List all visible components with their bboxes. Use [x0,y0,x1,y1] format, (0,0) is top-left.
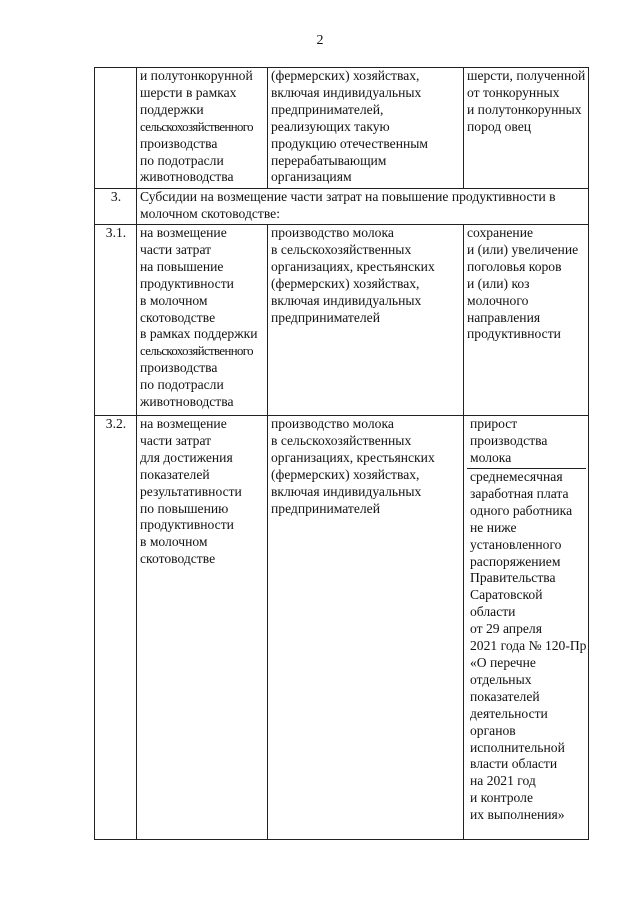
text-line: деятельности [470,705,548,721]
subsidy-table [94,67,589,840]
text-line: на возмещение [140,225,227,240]
cell-section-title: Субсидии на возмещение части затрат на повышение продуктивности в молочном скотоводстве: [137,189,589,225]
text-line: по подотрасли [140,377,224,393]
text-line: Правительства [470,570,556,586]
text-line: организациям [271,169,352,185]
text-line: предпринимателей [271,309,380,325]
text-line: молока [470,449,512,465]
text-line: их выполнения» [470,807,565,823]
text-line: власти области [470,756,558,772]
cell-recipients [268,225,464,416]
cell-subsidy-purpose [137,68,268,189]
text-line: шерсти, полученной [467,68,586,83]
text-line: сохранение [467,225,534,240]
text-line: на повышение [140,258,224,274]
text-line: части затрат [140,432,212,448]
table-row-3-2 [95,416,589,840]
text-line: органов [470,722,516,738]
text-line: Саратовской [470,587,543,603]
table-row-3-1 [95,225,589,416]
text-line: (фермерских) хозяйствах, [271,275,420,291]
text-line: пород овец [467,118,532,134]
text-line: сельскохозяйственного [140,119,253,134]
text-line: продуктивности [140,275,234,291]
text-line: в сельскохозяйственных [271,432,412,448]
text-line: направления [467,309,541,325]
text-line: показателей [470,688,540,704]
text-line: в молочном [140,534,208,550]
text-line: части затрат [140,241,212,257]
text-line: на 2021 год [470,773,536,789]
text-line: и (или) коз [467,275,530,291]
text-line: отдельных [470,671,532,687]
text-line: среднемесячная [470,469,563,484]
text-line: и полутонкорунной [140,68,253,83]
text-line: производства [470,432,548,448]
text-line: включая индивидуальных [271,84,422,100]
page-number: 2 [316,33,324,48]
text-line: распоряжением [470,553,561,569]
text-line: животноводства [140,394,234,410]
text-line: заработная плата [470,485,569,501]
text-line: показателей [140,466,210,482]
text-line: (фермерских) хозяйствах, [271,466,420,482]
text-line: организациях, крестьянских [271,258,435,274]
text-line: организациях, крестьянских [271,449,435,465]
text-line: животноводства [140,169,234,185]
cell-subsidy-purpose [137,225,268,416]
cell-indicator [464,225,589,416]
text-line: по подотрасли [140,152,224,168]
text-line: и (или) увеличение [467,241,579,257]
text-line: результативности [140,483,242,499]
text-line: одного работника [470,502,573,518]
cell-num: 3.1. [95,225,137,416]
cell-num: 3.2. [95,416,137,840]
text-line: на возмещение [140,416,227,431]
text-line: от тонкорунных [467,84,560,100]
text-line: от 29 апреля [470,621,542,637]
text-line: поголовья коров [467,258,562,274]
text-line: реализующих такую [271,118,390,134]
text-line: производства [140,360,218,376]
text-line: установленного [470,536,562,552]
indicator-milk-production [467,416,586,469]
text-line: для достижения [140,449,233,465]
cell-num [95,68,137,189]
text-line: шерсти в рамках [140,84,237,100]
text-line: исполнительной [470,739,565,755]
table-row-3 [95,189,589,225]
text-line: продукцию отечественным [271,135,428,151]
text-line: продуктивности [467,326,561,342]
text-line: скотоводстве [140,309,216,325]
text-line: продуктивности [140,517,234,533]
text-line: (фермерских) хозяйствах, [271,68,420,83]
text-line: производство молока [271,416,394,431]
text-line: скотоводстве [140,551,216,567]
text-line: молочного [467,292,529,308]
text-line: поддержки [140,101,204,117]
cell-num: 3. [95,189,137,225]
text-line: не ниже [470,519,517,535]
text-line: включая индивидуальных [271,292,422,308]
table-row-continuation [95,68,589,189]
text-line: производства [140,135,218,151]
text-line: в сельскохозяйственных [271,241,412,257]
text-line: перерабатывающим [271,152,387,168]
text-line: в рамках поддержки [140,326,258,342]
cell-indicator [464,68,589,189]
text-line: прирост [470,416,518,431]
cell-indicators [464,416,589,840]
text-line: по повышению [140,500,229,516]
text-line: «О перечне [470,654,536,670]
text-line: производство молока [271,225,394,240]
text-line: и полутонкорунных [467,101,582,117]
cell-subsidy-purpose [137,416,268,840]
text-line: в молочном [140,292,208,308]
text-line: области [470,604,516,620]
text-line: сельскохозяйственного [140,344,253,359]
cell-recipients [268,416,464,840]
cell-recipients [268,68,464,189]
text-line: и контроле [470,790,533,806]
text-line: предпринимателей [271,500,380,516]
text-line: предпринимателей, [271,101,384,117]
text-line: 2021 года № 120-Пр [470,638,587,654]
text-line: включая индивидуальных [271,483,422,499]
indicator-average-salary [467,469,586,824]
